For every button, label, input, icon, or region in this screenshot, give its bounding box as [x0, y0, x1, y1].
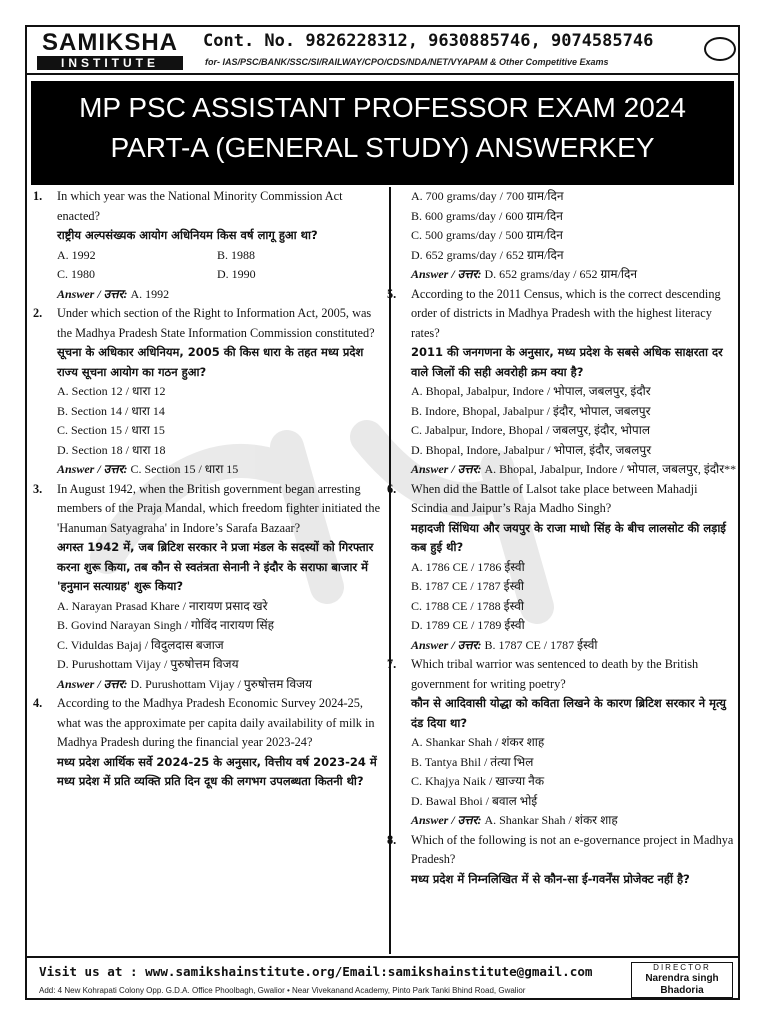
answer-value: D. Purushottam Vijay / पुरुषोत्तम विजय — [130, 676, 313, 691]
option-b: B. 1988 — [217, 247, 256, 262]
answer-label: Answer / उत्तर: — [57, 286, 128, 301]
option-b: B. Tantya Bhil / तंत्या भिल — [411, 754, 534, 769]
question-text-en: According to the 2011 Census, which is the correct descending order of districts in Madhya Pradesh with the highest literacy rates? — [411, 286, 721, 340]
question-number: 5. — [387, 286, 397, 301]
option-a: A. 700 grams/day / 700 ग्राम/दिन — [411, 189, 564, 203]
question-5 — [387, 285, 737, 383]
logo-subtitle: INSTITUTE — [37, 56, 183, 70]
option-a: A. Narayan Prasad Khare / नारायण प्रसाद खरे — [57, 598, 268, 613]
option-c: C. 1980 — [57, 267, 96, 281]
option-d: D. 1789 CE / 1789 ईस्वी — [411, 618, 525, 632]
option-a: A. Section 12 / धारा 12 — [57, 384, 166, 398]
option-c: C. Jabalpur, Indore, Bhopal / जबलपुर, इंदौर, भोपाल — [411, 423, 650, 437]
badge-icon — [704, 37, 736, 61]
question-text-hi: कौन से आदिवासी योद्धा को कविता लिखने के कारण ब्रिटिश सरकार ने मृत्यु दंड दिया था? — [411, 696, 726, 730]
question-number: 2. — [33, 306, 43, 320]
option-c: C. 1788 CE / 1788 ईस्वी — [411, 598, 525, 613]
option-b: B. 1787 CE / 1787 ईस्वी — [411, 579, 525, 593]
option-a: A. Bhopal, Jabalpur, Indore / भोपाल, जबलपुर, इंदौर — [411, 384, 651, 398]
question-text-en: Under which section of the Right to Information Act, 2005, was the Madhya Pradesh State Information Commission constituted? — [57, 306, 375, 340]
answer-line — [387, 636, 737, 656]
question-number: 3. — [33, 481, 43, 496]
answer-label: Answer / उत्तर: — [411, 462, 482, 476]
question-number: 1. — [33, 189, 43, 203]
option-c: C. Khajya Naik / खाज्या नैक — [411, 774, 545, 788]
director-box — [631, 962, 733, 998]
answer-label: Answer / उत्तर: — [57, 676, 128, 691]
question-number: 4. — [33, 696, 43, 710]
answer-line — [387, 460, 737, 480]
option-b: B. Indore, Bhopal, Jabalpur / इंदौर, भोपाल, जबलपुर — [411, 403, 651, 418]
question-text-en: When did the Battle of Lalsot take place between Mahadji Scindia and Jaipur’s Raja Madho Singh? — [411, 481, 698, 515]
option-d: D. Bhopal, Indore, Jabalpur / भोपाल, इंदौर, जबलपुर — [411, 442, 652, 457]
option-d: D. 1990 — [217, 267, 256, 281]
question-text-en: In August 1942, when the British government began arresting members of the Praja Mandal, which freedom fighter initiated the 'Hanuman Satyagraha' in Indore’s Sarafa Bazaar? — [57, 481, 381, 535]
title-banner — [31, 81, 734, 185]
title-line-1: MP PSC ASSISTANT PROFESSOR EXAM 2024 — [79, 92, 686, 123]
option-b: B. Section 14 / धारा 14 — [57, 403, 165, 418]
options-row — [33, 246, 381, 266]
option-c: C. Section 15 / धारा 15 — [57, 423, 165, 437]
question-number: 7. — [387, 657, 397, 671]
answer-value: C. Section 15 / धारा 15 — [130, 462, 239, 476]
title-line-2: PART-A (GENERAL STUDY) ANSWERKEY — [110, 132, 655, 163]
answer-key-page — [25, 25, 740, 1000]
question-6 — [387, 480, 737, 558]
answer-label: Answer / उत्तर: — [411, 813, 482, 827]
answer-value: B. 1787 CE / 1787 ईस्वी — [484, 637, 598, 652]
answer-value: A. Bhopal, Jabalpur, Indore / भोपाल, जबलपुर, इंदौर** — [484, 462, 737, 476]
header-bar — [27, 27, 738, 75]
option-a: A. 1992 — [57, 247, 96, 262]
answer-label: Answer / उत्तर: — [411, 637, 482, 652]
option-a: A. 1786 CE / 1786 ईस्वी — [411, 559, 525, 574]
question-text-hi: महादजी सिंधिया और जयपुर के राजा माधो सिंह के बीच लालसोट की लड़ाई कब हुई थी? — [411, 520, 726, 554]
options-row — [33, 265, 381, 285]
question-4 — [33, 694, 381, 792]
option-d: D. Section 18 / धारा 18 — [57, 442, 166, 457]
question-text-en: According to the Madhya Pradesh Economic Survey 2024-25, what was the approximate per capita daily availability of milk in Madhya Pradesh during the financial year 2023-24? — [57, 696, 375, 749]
option-c: C. 500 grams/day / 500 ग्राम/दिन — [411, 228, 563, 242]
footer-bar — [27, 956, 738, 1002]
option-b: B. Govind Narayan Singh / गोविंद नारायण सिंह — [57, 618, 275, 632]
answer-label: Answer / उत्तर: — [57, 462, 128, 476]
question-text-hi: सूचना के अधिकार अधिनियम, 2005 की किस धारा के तहत मध्य प्रदेश राज्य सूचना आयोग का गठन हुआ? — [57, 345, 364, 379]
answer-value: D. 652 grams/day / 652 ग्राम/दिन — [484, 267, 637, 281]
logo-name: SAMIKSHA — [41, 29, 178, 56]
question-text-en: Which tribal warrior was sentenced to death by the British government for writing poetry? — [411, 657, 699, 691]
question-text-hi: मध्य प्रदेश में निम्नलिखित में से कौन-सा ई-गवर्नेंस प्रोजेक्ट नहीं है? — [411, 871, 690, 886]
question-3 — [33, 480, 381, 597]
answer-line — [33, 460, 381, 480]
institute-logo — [31, 30, 189, 70]
director-label: DIRECTOR — [653, 963, 711, 972]
answer-line — [387, 265, 737, 285]
question-text-hi: अगस्त 1942 में, जब ब्रिटिश सरकार ने प्रजा मंडल के सदस्यों को गिरफ्तार करना शुरू किया, तब कौन से स्वतंत्रता सेनानी ने इंदौर के सराफा बाजार में 'हनुमान सत्याग्रह' शुरू किया? — [57, 540, 374, 593]
address-line: Add: 4 New Kohrapati Colony Opp. G.D.A. Office Phoolbagh, Gwalior • Near Vivekanand Academy, Pinto Park Tanki Bhind Road, Gwalior — [39, 986, 526, 995]
option-a: A. Shankar Shah / शंकर शाह — [411, 735, 545, 749]
contact-numbers: Cont. No. 9826228312, 9630885746, 9074585746 — [203, 31, 654, 51]
question-text-hi: राष्ट्रीय अल्पसंख्यक आयोग अधिनियम किस वर्ष लागू हुआ था? — [57, 228, 318, 242]
option-c: C. Viduldas Bajaj / विदुलदास बजाज — [57, 637, 224, 652]
question-text-en: In which year was the National Minority Commission Act enacted? — [57, 189, 343, 223]
question-8 — [387, 831, 737, 890]
director-name-first: Narendra singh — [645, 973, 719, 984]
answer-label: Answer / उत्तर: — [411, 267, 482, 281]
right-column — [387, 187, 737, 889]
website-email-line: Visit us at : www.samikshainstitute.org/Email:samikshainstitute@gmail.com — [39, 964, 593, 979]
question-2 — [33, 304, 381, 382]
question-7 — [387, 655, 737, 733]
question-text-hi: 2011 की जनगणना के अनुसार, मध्य प्रदेश के सबसे अधिक साक्षरता दर वाले जिलों की सही अवरोही क्रम क्या है? — [411, 345, 723, 379]
left-column — [33, 187, 381, 792]
question-text-en: Which of the following is not an e-governance project in Madhya Pradesh? — [411, 832, 734, 866]
answer-line — [387, 811, 737, 831]
question-text-hi: मध्य प्रदेश आर्थिक सर्वे 2024-25 के अनुसार, वित्तीय वर्ष 2023-24 में मध्य प्रदेश में प्रति व्यक्ति प्रति दिन दूध की लगभग उपलब्धता कितनी थी? — [57, 754, 377, 788]
exam-list: for- IAS/PSC/BANK/SSC/SI/RAILWAY/CPO/CDS/NDA/NET/VYAPAM & Other Competitive Exams — [205, 57, 609, 67]
option-b: B. 600 grams/day / 600 ग्राम/दिन — [411, 208, 563, 223]
answer-line — [33, 285, 381, 305]
question-number: 8. — [387, 832, 397, 847]
question-1 — [33, 187, 381, 246]
answer-value: A. Shankar Shah / शंकर शाह — [484, 813, 618, 827]
answer-value: A. 1992 — [130, 286, 170, 301]
option-d: D. Purushottam Vijay / पुरुषोत्तम विजय — [57, 657, 239, 671]
question-number: 6. — [387, 481, 397, 496]
option-d: D. 652 grams/day / 652 ग्राम/दिन — [411, 247, 564, 262]
answer-line — [33, 675, 381, 695]
director-name-last: Bhadoria — [660, 985, 704, 996]
option-d: D. Bawal Bhoi / बवाल भोई — [411, 793, 538, 808]
